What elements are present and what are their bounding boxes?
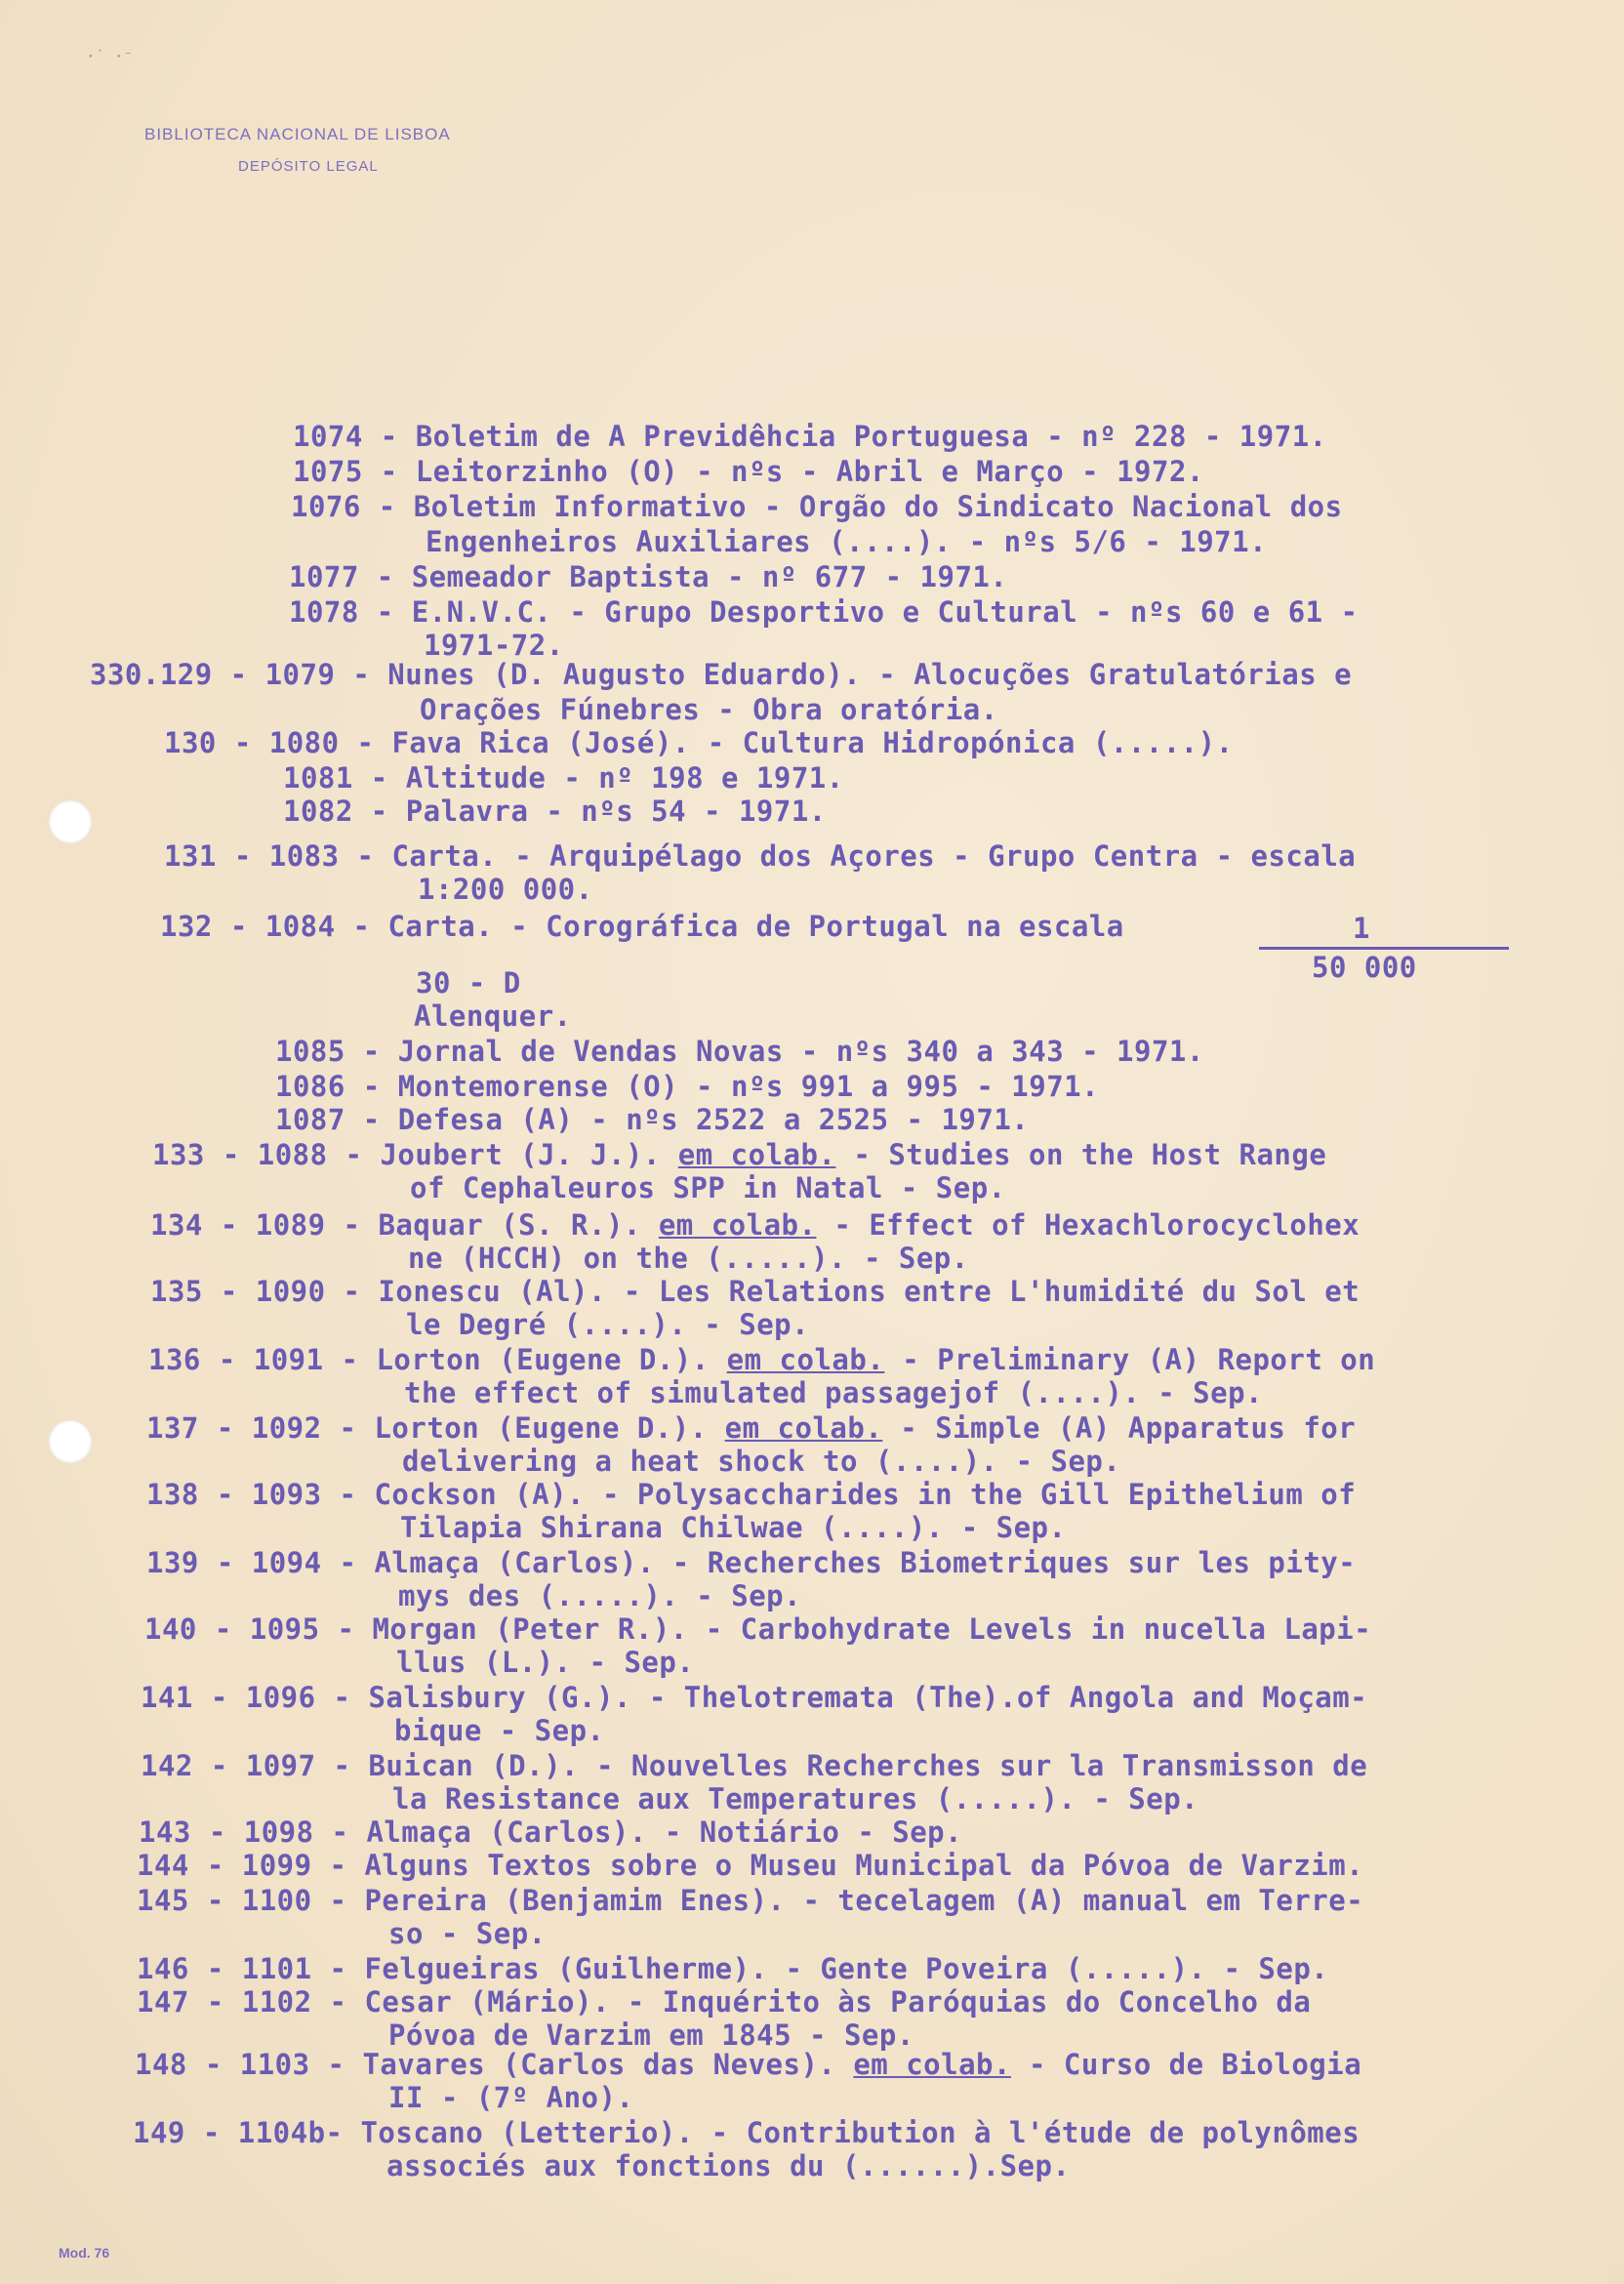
entry-line: Orações Fúnebres - Obra oratória.: [420, 693, 998, 726]
scale-numerator: 1: [1353, 912, 1370, 945]
entry-line: Alenquer.: [414, 999, 572, 1033]
entry-line: 30 - D: [416, 966, 521, 999]
em-colab-mark: em colab.: [658, 1208, 817, 1242]
em-colab-mark: em colab.: [724, 1411, 883, 1445]
entry-line: 1076 - Boletim Informativo - Orgão do Sindicato Nacional dos: [291, 490, 1343, 523]
entry-line: mys des (.....). - Sep.: [398, 1579, 802, 1612]
ink-smudge: ·˙ ·⁻: [86, 47, 134, 65]
entry-line: 147 - 1102 - Cesar (Mário). - Inquérito às Paróquias do Concelho da: [137, 1985, 1312, 2019]
entry-line: 135 - 1090 - Ionescu (Al). - Les Relations entre L'humidité du Sol et: [150, 1275, 1360, 1308]
entry-text: 137 - 1092 - Lorton (Eugene D.).: [146, 1411, 725, 1445]
entry-line: delivering a heat shock to (....). - Sep.: [402, 1445, 1121, 1478]
scale-denominator: 50 000: [1312, 951, 1417, 984]
entry-line: 1082 - Palavra - nºs 54 - 1971.: [283, 795, 827, 828]
entry-line: 141 - 1096 - Salisbury (G.). - Thelotremata (The).of Angola and Moçam-: [141, 1681, 1368, 1714]
em-colab-mark: em colab.: [677, 1138, 836, 1171]
entry-line: 1078 - E.N.V.C. - Grupo Desportivo e Cultural - nºs 60 e 61 -: [289, 595, 1359, 629]
entry-line: [135, 2048, 1361, 2081]
entry-line: [146, 1411, 1356, 1445]
entry-line: 1971-72.: [424, 629, 564, 662]
entry-line: II - (7º Ano).: [388, 2081, 634, 2114]
header-institution: BIBLIOTECA NACIONAL DE LISBOA: [144, 125, 451, 143]
entry-line: 330.129 - 1079 - Nunes (D. Augusto Eduardo). - Alocuções Gratulatórias e: [90, 658, 1353, 691]
entry-line: [152, 1138, 1326, 1171]
entry-line: of Cephaleuros SPP in Natal - Sep.: [410, 1171, 1006, 1204]
entry-line: Póvoa de Varzim em 1845 - Sep.: [388, 2019, 914, 2052]
entry-line: the effect of simulated passagejof (....). - Sep.: [404, 1376, 1264, 1409]
entry-text: 148 - 1103 - Tavares (Carlos das Neves).: [135, 2048, 854, 2081]
entry-line: 1086 - Montemorense (O) - nºs 991 a 995 - 1971.: [275, 1070, 1100, 1103]
entry-line: 1075 - Leitorzinho (O) - nºs - Abril e Março - 1972.: [293, 455, 1204, 488]
entry-text: - Preliminary (A) Report on: [884, 1343, 1376, 1376]
entry-line: le Degré (....). - Sep.: [406, 1308, 810, 1341]
form-number: Mod. 76: [59, 2245, 110, 2261]
entry-line: 146 - 1101 - Felgueiras (Guilherme). - Gente Poveira (.....). - Sep.: [137, 1952, 1329, 1985]
header-department: DEPÓSITO LEGAL: [238, 158, 379, 175]
entry-line: 139 - 1094 - Almaça (Carlos). - Recherches Biometriques sur les pity-: [146, 1546, 1357, 1579]
entry-line: 130 - 1080 - Fava Rica (José). - Cultura Hidropónica (.....).: [164, 726, 1234, 759]
entry-text: - Curso de Biologia: [1010, 2048, 1362, 2081]
entry-line: 1077 - Semeador Baptista - nº 677 - 1971.: [289, 560, 1008, 593]
entry-line: 1085 - Jornal de Vendas Novas - nºs 340 a 343 - 1971.: [275, 1035, 1204, 1068]
fraction-bar: [1259, 947, 1509, 950]
entry-line: so - Sep.: [388, 1917, 547, 1950]
entry-line: llus (L.). - Sep.: [396, 1646, 695, 1679]
entry-line: 144 - 1099 - Alguns Textos sobre o Museu Municipal da Póvoa de Varzim.: [137, 1849, 1364, 1882]
entry-line: associés aux fonctions du (......).Sep.: [386, 2149, 1071, 2182]
entry-text: - Simple (A) Apparatus for: [882, 1411, 1357, 1445]
em-colab-mark: em colab.: [853, 2048, 1011, 2081]
entry-text: 134 - 1089 - Baquar (S. R.).: [150, 1208, 659, 1242]
entry-line: 140 - 1095 - Morgan (Peter R.). - Carbohydrate Levels in nucella Lapi-: [144, 1612, 1372, 1646]
em-colab-mark: em colab.: [726, 1343, 885, 1376]
entry-line: 142 - 1097 - Buican (D.). - Nouvelles Recherches sur la Transmisson de: [141, 1749, 1368, 1782]
entry-line: [148, 1343, 1375, 1376]
entry-line: 149 - 1104b- Toscano (Letterio). - Contribution à l'étude de polynômes: [133, 2116, 1360, 2149]
entry-line: 1:200 000.: [418, 873, 593, 906]
entry-line: 131 - 1083 - Carta. - Arquipélago dos Açores - Grupo Centra - escala: [164, 839, 1357, 873]
entry-text: 133 - 1088 - Joubert (J. J.).: [152, 1138, 678, 1171]
entry-line: bique - Sep.: [394, 1714, 605, 1747]
entry-line: 1087 - Defesa (A) - nºs 2522 a 2525 - 1971.: [275, 1103, 1030, 1136]
entry-text: 136 - 1091 - Lorton (Eugene D.).: [148, 1343, 727, 1376]
entry-line: [150, 1208, 1360, 1242]
entry-line: 143 - 1098 - Almaça (Carlos). - Notiário - Sep.: [139, 1815, 963, 1849]
entry-line: ne (HCCH) on the (.....). - Sep.: [408, 1242, 969, 1275]
entry-text: - Studies on the Host Range: [835, 1138, 1327, 1171]
entry-line: 138 - 1093 - Cockson (A). - Polysaccharides in the Gill Epithelium of: [146, 1478, 1357, 1511]
entry-line: 145 - 1100 - Pereira (Benjamim Enes). - tecelagem (A) manual em Terre-: [137, 1884, 1364, 1917]
entry-line: la Resistance aux Temperatures (.....). - Sep.: [392, 1782, 1199, 1815]
entry-line: 1074 - Boletim de A Previdêhcia Portuguesa - nº 228 - 1971.: [293, 420, 1327, 453]
entry-text: - Effect of Hexachlorocyclohex: [816, 1208, 1360, 1242]
entry-line: 1081 - Altitude - nº 198 e 1971.: [283, 761, 844, 795]
entry-line: 132 - 1084 - Carta. - Corográfica de Portugal na escala: [160, 910, 1124, 943]
entry-line: Tilapia Shirana Chilwae (....). - Sep.: [400, 1511, 1067, 1544]
entry-line: Engenheiros Auxiliares (....). - nºs 5/6 - 1971.: [426, 525, 1268, 558]
